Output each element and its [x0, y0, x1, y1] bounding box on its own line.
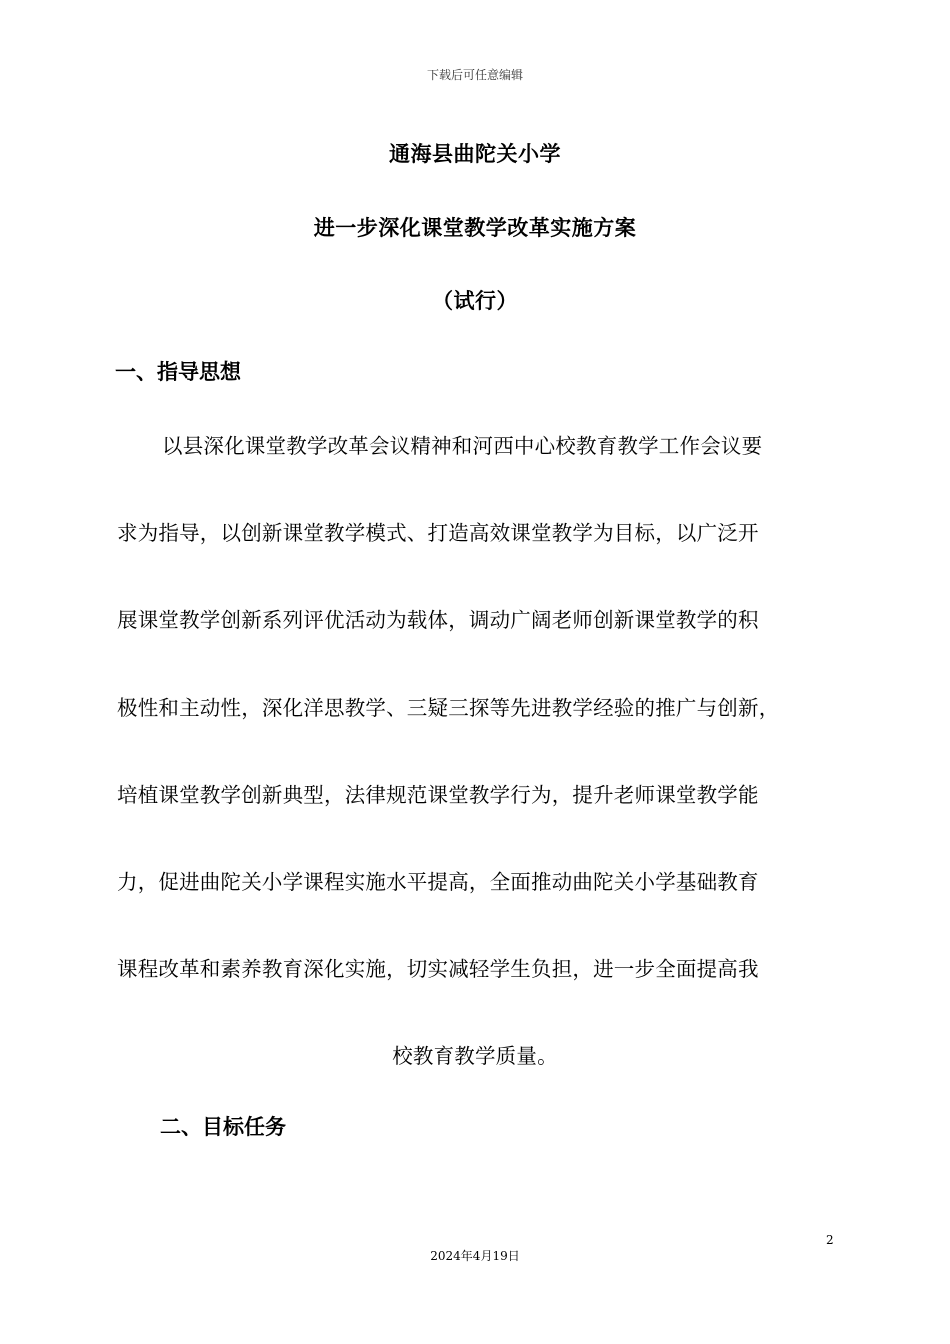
- trial-subtitle: （试行）: [432, 289, 518, 313]
- header-note: 下载后可任意编辑: [426, 68, 523, 82]
- footer-date: 2024年4月19日: [430, 1249, 520, 1263]
- paragraph-line: 极性和主动性，深化洋思教学、三疑三探等先进教学经验的推广与创新，: [117, 696, 780, 720]
- section-heading-guiding-ideology: 一、指导思想: [115, 360, 241, 384]
- paragraph-line: 力，促进曲陀关小学课程实施水平提高，全面推动曲陀关小学基础教育: [117, 870, 759, 894]
- plan-title: 进一步深化课堂教学改革实施方案: [313, 216, 637, 240]
- paragraph-line: 求为指导，以创新课堂教学模式、打造高效课堂教学为目标，以广泛开: [117, 521, 759, 545]
- page-number: 2: [826, 1233, 834, 1247]
- paragraph-line: 培植课堂教学创新典型，法律规范课堂教学行为，提升老师课堂教学能: [117, 783, 759, 807]
- paragraph-line: 展课堂教学创新系列评优活动为载体，调动广阔老师创新课堂教学的积: [117, 608, 759, 632]
- section-heading-target-tasks: 二、目标任务: [160, 1115, 286, 1139]
- paragraph-line: 以县深化课堂教学改革会议精神和河西中心校教育教学工作会议要: [162, 434, 763, 458]
- school-title: 通海县曲陀关小学: [389, 142, 561, 166]
- paragraph-line: 校教育教学质量。: [392, 1044, 558, 1068]
- paragraph-line: 课程改革和素养教育深化实施，切实减轻学生负担，进一步全面提高我: [117, 957, 759, 981]
